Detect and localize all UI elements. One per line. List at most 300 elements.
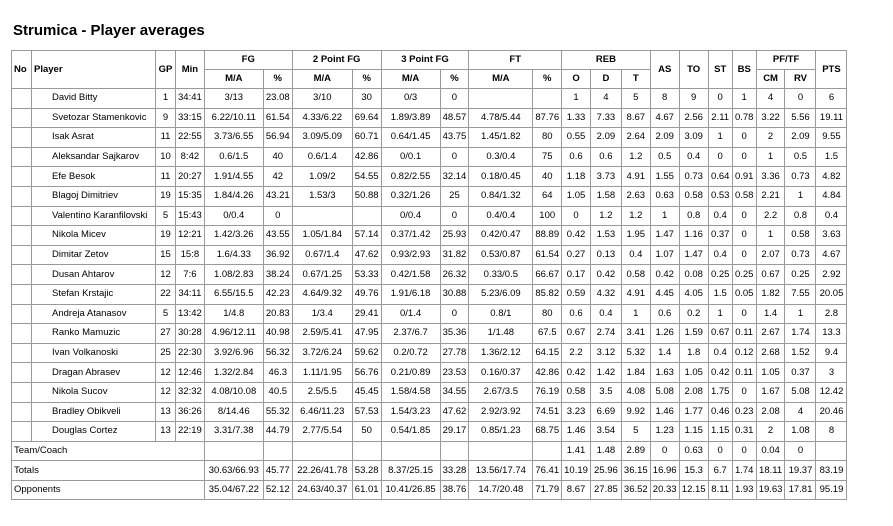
table-cell: 0.91 [732, 167, 756, 187]
table-row [12, 422, 847, 442]
table-cell: 40 [263, 147, 292, 167]
table-cell [12, 128, 32, 148]
table-cell: 2.63 [621, 186, 650, 206]
table-row [12, 108, 847, 128]
table-cell: 1.63 [650, 363, 679, 383]
table-cell: 5.23/6.09 [469, 284, 533, 304]
table-cell: David Bitty [32, 89, 156, 109]
table-cell: 0.59 [562, 284, 591, 304]
page-title: Strumica - Player averages [13, 22, 205, 39]
table-cell: 36.52 [621, 480, 650, 500]
table-cell: 3.54 [590, 422, 621, 442]
table-cell: 1 [756, 147, 785, 167]
table-cell: 1.18 [562, 167, 591, 187]
table-cell: 40.5 [263, 382, 292, 402]
table-cell: 3.36 [756, 167, 785, 187]
table-cell: 3.5 [590, 382, 621, 402]
table-cell: 1.15 [679, 422, 708, 442]
table-cell: 1.93 [732, 480, 756, 500]
table-cell [12, 343, 32, 363]
table-cell: 1.91/6.18 [381, 284, 440, 304]
table-cell: 0.42/0.47 [469, 226, 533, 246]
table-cell [12, 206, 32, 226]
table-cell: 0.53 [708, 186, 732, 206]
table-cell: 1.32/2.84 [204, 363, 263, 383]
table-cell: 0.54/1.85 [381, 422, 440, 442]
table-cell: 1.84 [621, 363, 650, 383]
table-cell: 0.25 [708, 265, 732, 285]
table-cell: 8.37/25.15 [381, 461, 440, 481]
table-cell: 6.55/15.5 [204, 284, 263, 304]
table-cell: 2.64 [621, 128, 650, 148]
table-cell [12, 245, 32, 265]
header-fg2-pct: % [352, 70, 381, 89]
header-st: ST [708, 51, 732, 89]
table-cell: 2.08 [756, 402, 785, 422]
table-cell: 4 [756, 89, 785, 109]
table-cell: 18.11 [756, 461, 785, 481]
table-cell: 46.3 [263, 363, 292, 383]
table-cell: 1 [732, 89, 756, 109]
table-cell: 2.8 [816, 304, 847, 324]
table-row [12, 284, 847, 304]
table-cell: 1.58 [590, 186, 621, 206]
table-cell: 1 [621, 304, 650, 324]
table-cell: 1.48 [590, 441, 621, 461]
table-cell: 5.08 [650, 382, 679, 402]
table-cell: 0.73 [785, 245, 816, 265]
table-row [12, 89, 847, 109]
table-cell: Team/Coach [12, 441, 205, 461]
table-cell: 1/4.8 [204, 304, 263, 324]
header-ft-ma: M/A [469, 70, 533, 89]
table-cell: Dimitar Zetov [32, 245, 156, 265]
table-cell: 24.63/40.37 [292, 480, 352, 500]
totals-row [12, 461, 847, 481]
table-cell: 1.42 [590, 363, 621, 383]
table-cell: 61.54 [533, 245, 562, 265]
table-cell: 42.86 [533, 363, 562, 383]
table-cell: 1.58/4.58 [381, 382, 440, 402]
table-cell [352, 441, 381, 461]
header-reb: REB [562, 51, 651, 70]
table-cell: Andreja Atanasov [32, 304, 156, 324]
table-cell: 3.09 [679, 128, 708, 148]
table-cell: 0.42/1.58 [381, 265, 440, 285]
table-cell: 0.05 [732, 284, 756, 304]
table-cell: 0.8 [785, 206, 816, 226]
table-cell: 8 [816, 422, 847, 442]
table-cell: 1.42/3.26 [204, 226, 263, 246]
table-cell [381, 441, 440, 461]
table-cell: 4.78/5.44 [469, 108, 533, 128]
table-cell: 0.63 [650, 186, 679, 206]
table-cell: 29.17 [440, 422, 469, 442]
table-cell: 13 [156, 402, 176, 422]
table-cell: 15:35 [176, 186, 205, 206]
header-ft-pct: % [533, 70, 562, 89]
table-cell: 4.67 [650, 108, 679, 128]
table-cell: Nikola Micev [32, 226, 156, 246]
table-cell: 23.08 [263, 89, 292, 109]
table-cell: 0.67/1.4 [292, 245, 352, 265]
table-cell: 0.32/1.26 [381, 186, 440, 206]
table-cell: 2 [756, 422, 785, 442]
table-cell: 0.2/0.72 [381, 343, 440, 363]
table-cell: 30 [352, 89, 381, 109]
header-fg-pct: % [263, 70, 292, 89]
table-cell: 5.56 [785, 108, 816, 128]
table-cell: 5 [156, 206, 176, 226]
table-cell: 1.95 [621, 226, 650, 246]
table-cell: 71.79 [533, 480, 562, 500]
table-cell: 2.89 [621, 441, 650, 461]
table-cell: 4.82 [816, 167, 847, 187]
table-cell: 19.37 [785, 461, 816, 481]
header-fg3-pct: % [440, 70, 469, 89]
table-cell: 12 [156, 382, 176, 402]
opponents-row [12, 480, 847, 500]
table-cell: 8.11 [708, 480, 732, 500]
table-cell: 2.07 [756, 245, 785, 265]
table-cell: 50.88 [352, 186, 381, 206]
table-cell: 2.68 [756, 343, 785, 363]
table-cell: 3.73/6.55 [204, 128, 263, 148]
table-cell: 4.91 [621, 167, 650, 187]
table-cell: 44.79 [263, 422, 292, 442]
table-cell: Isak Asrat [32, 128, 156, 148]
table-cell: 10.41/26.85 [381, 480, 440, 500]
table-cell: 0 [732, 382, 756, 402]
table-cell: 2.67 [756, 324, 785, 344]
table-cell: 0 [440, 206, 469, 226]
table-cell: 53.33 [352, 265, 381, 285]
table-cell: 0.42 [562, 226, 591, 246]
table-cell: 6.69 [590, 402, 621, 422]
table-cell: 38.24 [263, 265, 292, 285]
table-cell: 25 [156, 343, 176, 363]
table-cell: 80 [533, 128, 562, 148]
table-cell: 76.19 [533, 382, 562, 402]
table-cell: 1.4 [756, 304, 785, 324]
table-cell: 15:43 [176, 206, 205, 226]
table-cell: 1.15 [708, 422, 732, 442]
table-cell: 88.89 [533, 226, 562, 246]
table-cell: 1.53/3 [292, 186, 352, 206]
header-as: AS [650, 51, 679, 89]
header-pts: PTS [816, 51, 847, 89]
table-cell: 0.6/1.4 [292, 147, 352, 167]
table-cell: 59.62 [352, 343, 381, 363]
table-cell: 1.47 [679, 245, 708, 265]
table-cell: 0/0.4 [204, 206, 263, 226]
table-cell: 1.74 [785, 324, 816, 344]
table-cell: 6.7 [708, 461, 732, 481]
table-cell: 7.33 [590, 108, 621, 128]
table-cell: 0.64/1.45 [381, 128, 440, 148]
header-pftf: PF/TF [756, 51, 816, 70]
table-cell: 9.92 [621, 402, 650, 422]
table-cell: 0.3/0.4 [469, 147, 533, 167]
table-row [12, 147, 847, 167]
table-cell: 0.78 [732, 108, 756, 128]
table-row [12, 167, 847, 187]
table-cell [533, 441, 562, 461]
table-cell: 1.23 [650, 422, 679, 442]
table-cell: 43.55 [263, 226, 292, 246]
player-averages-table [11, 50, 847, 500]
table-cell: 1.8 [679, 343, 708, 363]
table-cell: 56.32 [263, 343, 292, 363]
table-cell [469, 89, 533, 109]
table-cell: 0.84/1.32 [469, 186, 533, 206]
table-cell: 1.55 [650, 167, 679, 187]
table-cell: 8.67 [562, 480, 591, 500]
table-cell: 22:19 [176, 422, 205, 442]
table-cell: 0.58 [621, 265, 650, 285]
table-cell: 0.58 [679, 186, 708, 206]
table-cell: 1.05 [679, 363, 708, 383]
table-cell: 68.75 [533, 422, 562, 442]
table-cell: 5.32 [621, 343, 650, 363]
table-cell: 0 [708, 89, 732, 109]
table-cell: 27 [156, 324, 176, 344]
table-cell: 16.96 [650, 461, 679, 481]
table-cell: 0 [732, 128, 756, 148]
table-cell: 2.67/3.5 [469, 382, 533, 402]
table-cell: 0.11 [732, 324, 756, 344]
table-cell: 20:27 [176, 167, 205, 187]
table-cell: 8:42 [176, 147, 205, 167]
table-cell: 3 [816, 363, 847, 383]
table-cell: 0 [785, 441, 816, 461]
table-cell: 56.94 [263, 128, 292, 148]
header-cm: CM [756, 70, 785, 89]
table-cell: 40.98 [263, 324, 292, 344]
table-cell: 19.63 [756, 480, 785, 500]
header-no: No [12, 51, 32, 89]
table-cell: 3.73 [590, 167, 621, 187]
table-cell: 20.33 [650, 480, 679, 500]
table-cell: 3.12 [590, 343, 621, 363]
table-cell [12, 324, 32, 344]
table-cell: Opponents [12, 480, 205, 500]
table-cell: Dragan Abrasev [32, 363, 156, 383]
table-cell: 4.64/9.32 [292, 284, 352, 304]
table-cell: 0.6 [650, 304, 679, 324]
table-cell: 1.16 [679, 226, 708, 246]
table-cell: 0/3 [381, 89, 440, 109]
table-cell: 3.31/7.38 [204, 422, 263, 442]
table-cell: 6.46/11.23 [292, 402, 352, 422]
table-cell: 0.42 [708, 363, 732, 383]
table-cell: 6.22/10.11 [204, 108, 263, 128]
table-cell: 12:46 [176, 363, 205, 383]
table-row [12, 304, 847, 324]
table-cell: 0.53/0.87 [469, 245, 533, 265]
table-cell: 29.41 [352, 304, 381, 324]
table-cell: 4.45 [650, 284, 679, 304]
table-cell: 38.76 [440, 480, 469, 500]
table-cell [12, 402, 32, 422]
table-cell: 57.14 [352, 226, 381, 246]
table-cell [12, 147, 32, 167]
table-cell: 0 [785, 89, 816, 109]
table-cell: 36:26 [176, 402, 205, 422]
table-cell: 20.46 [816, 402, 847, 422]
header-fg3-ma: M/A [381, 70, 440, 89]
header-fg: FG [204, 51, 292, 70]
table-row [12, 206, 847, 226]
table-cell: 0.6/1.5 [204, 147, 263, 167]
table-cell: 1.2 [621, 147, 650, 167]
table-cell: 66.67 [533, 265, 562, 285]
table-cell: 0.73 [785, 167, 816, 187]
table-cell: 0 [440, 147, 469, 167]
table-cell: 0.25 [785, 265, 816, 285]
header-player: Player [32, 51, 156, 89]
table-cell: Douglas Cortez [32, 422, 156, 442]
table-cell: 34:11 [176, 284, 205, 304]
table-cell: 0.58 [785, 226, 816, 246]
table-cell: 0 [440, 89, 469, 109]
table-cell: 22:55 [176, 128, 205, 148]
table-row [12, 363, 847, 383]
table-cell: 20.05 [816, 284, 847, 304]
table-cell: 9 [156, 108, 176, 128]
table-cell: 1.5 [708, 284, 732, 304]
table-cell: 100 [533, 206, 562, 226]
table-cell: 25.96 [590, 461, 621, 481]
table-cell: 25.93 [440, 226, 469, 246]
table-cell [292, 206, 352, 226]
table-cell: 13:42 [176, 304, 205, 324]
table-cell: 0.5 [650, 147, 679, 167]
table-cell: 0.4 [590, 304, 621, 324]
table-cell: 0.11 [732, 363, 756, 383]
table-cell: 1.46 [650, 402, 679, 422]
table-cell: 0.93/2.93 [381, 245, 440, 265]
table-cell: 3.23 [562, 402, 591, 422]
table-cell: 2.11 [708, 108, 732, 128]
table-cell: 1.11/1.95 [292, 363, 352, 383]
table-cell: 2.56 [679, 108, 708, 128]
table-cell: 1 [562, 89, 591, 109]
table-cell: 0.6 [590, 147, 621, 167]
table-cell [12, 422, 32, 442]
table-cell: 4.08 [621, 382, 650, 402]
table-cell: 45.77 [263, 461, 292, 481]
table-cell: 53.28 [352, 461, 381, 481]
table-cell [469, 441, 533, 461]
table-cell: 9.55 [816, 128, 847, 148]
table-cell: 1.36/2.12 [469, 343, 533, 363]
table-cell: 1 [785, 304, 816, 324]
table-cell: 30:28 [176, 324, 205, 344]
table-cell: 75 [533, 147, 562, 167]
table-cell: 1.47 [650, 226, 679, 246]
table-cell: 52.12 [263, 480, 292, 500]
table-row [12, 382, 847, 402]
table-cell: 1.67 [756, 382, 785, 402]
table-cell: 27.78 [440, 343, 469, 363]
table-cell: 0.2 [679, 304, 708, 324]
table-cell: 0.23 [732, 402, 756, 422]
table-cell: 0.42 [590, 265, 621, 285]
table-cell: 1.46 [562, 422, 591, 442]
table-cell: 0.55 [562, 128, 591, 148]
table-cell: 43.21 [263, 186, 292, 206]
table-cell: 1.26 [650, 324, 679, 344]
table-cell: 69.64 [352, 108, 381, 128]
table-cell: Totals [12, 461, 205, 481]
table-cell: 3.22 [756, 108, 785, 128]
table-cell: 87.76 [533, 108, 562, 128]
table-cell: 0.42 [562, 363, 591, 383]
table-cell: 0.58 [562, 382, 591, 402]
table-cell: 0.4 [708, 343, 732, 363]
table-cell: 23.53 [440, 363, 469, 383]
table-cell: 25 [440, 186, 469, 206]
table-cell: 0.64 [708, 167, 732, 187]
table-cell [12, 284, 32, 304]
table-cell: 74.51 [533, 402, 562, 422]
table-cell: 12.42 [816, 382, 847, 402]
table-cell: 4.32 [590, 284, 621, 304]
table-row [12, 324, 847, 344]
table-cell: 56.76 [352, 363, 381, 383]
table-cell: 9.4 [816, 343, 847, 363]
table-cell: 35.36 [440, 324, 469, 344]
table-cell: 2.2 [562, 343, 591, 363]
table-cell: 13 [156, 422, 176, 442]
table-cell: 2.92/3.92 [469, 402, 533, 422]
table-cell: 34.55 [440, 382, 469, 402]
header-bs: BS [732, 51, 756, 89]
table-cell: 6 [816, 89, 847, 109]
table-cell: 0.58 [732, 186, 756, 206]
table-cell: 5 [621, 422, 650, 442]
table-cell: 0.04 [756, 441, 785, 461]
table-cell: 1.2 [621, 206, 650, 226]
table-cell: 19.11 [816, 108, 847, 128]
table-cell: 0.21/0.89 [381, 363, 440, 383]
table-cell: 2.92 [816, 265, 847, 285]
table-cell: 0.4 [816, 206, 847, 226]
table-cell: 0.08 [679, 265, 708, 285]
table-cell: 8/14.46 [204, 402, 263, 422]
table-cell: 2.08 [679, 382, 708, 402]
table-cell: 1/3.4 [292, 304, 352, 324]
table-cell: 0 [732, 245, 756, 265]
table-cell: 0 [562, 206, 591, 226]
table-cell: 27.85 [590, 480, 621, 500]
table-cell: 22:30 [176, 343, 205, 363]
table-cell: 0 [732, 206, 756, 226]
table-cell: 5.08 [785, 382, 816, 402]
header-fg-ma: M/A [204, 70, 263, 89]
table-cell: 0 [708, 147, 732, 167]
table-cell: 12 [156, 363, 176, 383]
table-cell: 0.82/2.55 [381, 167, 440, 187]
table-cell: 61.54 [263, 108, 292, 128]
table-cell: 0.46 [708, 402, 732, 422]
table-cell: 1 [650, 206, 679, 226]
table-cell: 83.19 [816, 461, 847, 481]
table-cell: 3.72/6.24 [292, 343, 352, 363]
table-row [12, 265, 847, 285]
table-cell: 76.41 [533, 461, 562, 481]
